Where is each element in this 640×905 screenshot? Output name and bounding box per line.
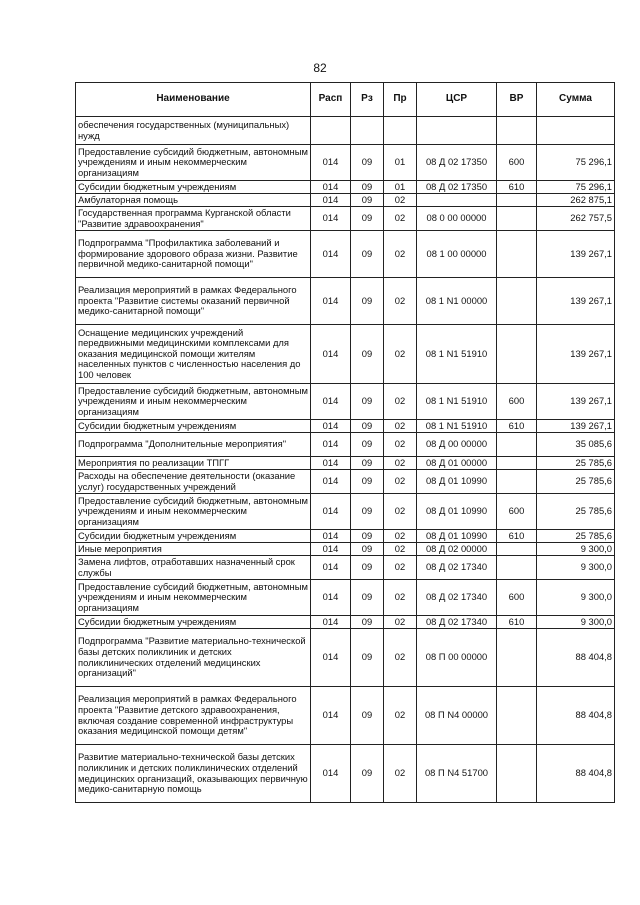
cell-rz: 09 bbox=[351, 745, 384, 803]
table-row bbox=[76, 616, 615, 629]
cell-name: Амбулаторная помощь bbox=[76, 194, 311, 207]
table-row bbox=[76, 433, 615, 457]
cell-rasp: 014 bbox=[311, 629, 351, 687]
cell-sum: 25 785,6 bbox=[537, 457, 615, 470]
cell-sum: 139 267,1 bbox=[537, 231, 615, 278]
cell-csr: 08 П N4 51700 bbox=[417, 745, 497, 803]
header-sum: Сумма bbox=[537, 83, 615, 117]
cell-rz: 09 bbox=[351, 325, 384, 384]
table-row bbox=[76, 543, 615, 556]
cell-rasp: 014 bbox=[311, 470, 351, 494]
table-row bbox=[76, 278, 615, 325]
cell-csr: 08 1 N1 00000 bbox=[417, 278, 497, 325]
cell-name: обеспечения государственных (муниципальных) нужд bbox=[76, 117, 311, 145]
table-row bbox=[76, 470, 615, 494]
cell-sum: 25 785,6 bbox=[537, 470, 615, 494]
cell-vr: 600 bbox=[497, 145, 537, 181]
cell-sum: 139 267,1 bbox=[537, 278, 615, 325]
cell-sum: 35 085,6 bbox=[537, 433, 615, 457]
cell-name: Реализация мероприятий в рамках Федерального проекта "Развитие системы оказаний первичной медико-санитарной помощи" bbox=[76, 278, 311, 325]
cell-name: Государственная программа Курганской области "Развитие здравоохранения" bbox=[76, 207, 311, 231]
cell-rz: 09 bbox=[351, 181, 384, 194]
page-number: 82 bbox=[313, 61, 327, 75]
cell-sum: 9 300,0 bbox=[537, 616, 615, 629]
cell-rasp bbox=[311, 117, 351, 145]
cell-rz: 09 bbox=[351, 145, 384, 181]
cell-vr bbox=[497, 117, 537, 145]
table-row bbox=[76, 745, 615, 803]
cell-vr bbox=[497, 470, 537, 494]
cell-rasp: 014 bbox=[311, 181, 351, 194]
cell-name: Субсидии бюджетным учреждениям bbox=[76, 420, 311, 433]
cell-vr bbox=[497, 543, 537, 556]
cell-pr: 02 bbox=[384, 194, 417, 207]
cell-pr bbox=[384, 117, 417, 145]
cell-sum: 88 404,8 bbox=[537, 629, 615, 687]
cell-rasp: 014 bbox=[311, 194, 351, 207]
header-csr: ЦСР bbox=[417, 83, 497, 117]
header-vr: ВР bbox=[497, 83, 537, 117]
cell-vr bbox=[497, 629, 537, 687]
cell-sum: 88 404,8 bbox=[537, 687, 615, 745]
cell-rz: 09 bbox=[351, 543, 384, 556]
cell-name: Предоставление субсидий бюджетным, автономным учреждениям и иным некоммерческим организациям bbox=[76, 494, 311, 530]
table-row bbox=[76, 117, 615, 145]
cell-csr: 08 1 00 00000 bbox=[417, 231, 497, 278]
cell-rasp: 014 bbox=[311, 325, 351, 384]
cell-pr: 02 bbox=[384, 207, 417, 231]
table-row bbox=[76, 231, 615, 278]
header-rz: Рз bbox=[351, 83, 384, 117]
cell-rasp: 014 bbox=[311, 145, 351, 181]
cell-rz: 09 bbox=[351, 530, 384, 543]
cell-rz: 09 bbox=[351, 207, 384, 231]
cell-name: Мероприятия по реализации ТПГГ bbox=[76, 457, 311, 470]
cell-csr: 08 Д 01 10990 bbox=[417, 470, 497, 494]
table-row bbox=[76, 145, 615, 181]
cell-vr bbox=[497, 194, 537, 207]
table-row bbox=[76, 687, 615, 745]
cell-sum: 25 785,6 bbox=[537, 494, 615, 530]
cell-pr: 02 bbox=[384, 629, 417, 687]
table-row bbox=[76, 384, 615, 420]
cell-vr: 600 bbox=[497, 384, 537, 420]
cell-pr: 02 bbox=[384, 433, 417, 457]
cell-csr: 08 Д 02 17340 bbox=[417, 556, 497, 580]
cell-csr: 08 Д 02 17350 bbox=[417, 145, 497, 181]
cell-sum: 88 404,8 bbox=[537, 745, 615, 803]
header-rasp: Расп bbox=[311, 83, 351, 117]
cell-pr: 02 bbox=[384, 384, 417, 420]
cell-vr bbox=[497, 556, 537, 580]
cell-pr: 02 bbox=[384, 420, 417, 433]
table-row bbox=[76, 207, 615, 231]
cell-vr: 610 bbox=[497, 616, 537, 629]
cell-csr: 08 Д 01 10990 bbox=[417, 494, 497, 530]
cell-name: Предоставление субсидий бюджетным, автономным учреждениям и иным некоммерческим организациям bbox=[76, 145, 311, 181]
cell-vr: 600 bbox=[497, 494, 537, 530]
cell-name: Субсидии бюджетным учреждениям bbox=[76, 181, 311, 194]
cell-csr bbox=[417, 194, 497, 207]
cell-rasp: 014 bbox=[311, 556, 351, 580]
cell-sum: 262 757,5 bbox=[537, 207, 615, 231]
cell-pr: 02 bbox=[384, 745, 417, 803]
cell-pr: 02 bbox=[384, 687, 417, 745]
cell-csr: 08 Д 02 17350 bbox=[417, 181, 497, 194]
cell-pr: 02 bbox=[384, 457, 417, 470]
table-body bbox=[76, 117, 615, 803]
table-row bbox=[76, 580, 615, 616]
cell-rasp: 014 bbox=[311, 457, 351, 470]
table-row bbox=[76, 181, 615, 194]
cell-pr: 02 bbox=[384, 580, 417, 616]
cell-name: Предоставление субсидий бюджетным, автономным учреждениям и иным некоммерческим организациям bbox=[76, 580, 311, 616]
cell-csr: 08 1 N1 51910 bbox=[417, 384, 497, 420]
cell-rz: 09 bbox=[351, 687, 384, 745]
cell-name: Субсидии бюджетным учреждениям bbox=[76, 616, 311, 629]
cell-rasp: 014 bbox=[311, 278, 351, 325]
cell-pr: 02 bbox=[384, 278, 417, 325]
header-pr: Пр bbox=[384, 83, 417, 117]
cell-rasp: 014 bbox=[311, 745, 351, 803]
cell-csr bbox=[417, 117, 497, 145]
cell-sum: 262 875,1 bbox=[537, 194, 615, 207]
cell-rz: 09 bbox=[351, 580, 384, 616]
cell-pr: 01 bbox=[384, 145, 417, 181]
header-name: Наименование bbox=[76, 83, 311, 117]
cell-rasp: 014 bbox=[311, 231, 351, 278]
cell-pr: 02 bbox=[384, 494, 417, 530]
cell-rasp: 014 bbox=[311, 687, 351, 745]
cell-csr: 08 П N4 00000 bbox=[417, 687, 497, 745]
cell-vr: 610 bbox=[497, 530, 537, 543]
table-row bbox=[76, 530, 615, 543]
cell-csr: 08 Д 00 00000 bbox=[417, 433, 497, 457]
cell-rasp: 014 bbox=[311, 420, 351, 433]
cell-csr: 08 0 00 00000 bbox=[417, 207, 497, 231]
cell-sum: 75 296,1 bbox=[537, 181, 615, 194]
cell-vr: 610 bbox=[497, 420, 537, 433]
cell-csr: 08 Д 02 00000 bbox=[417, 543, 497, 556]
cell-vr bbox=[497, 457, 537, 470]
cell-rz: 09 bbox=[351, 556, 384, 580]
table-row bbox=[76, 629, 615, 687]
cell-rz: 09 bbox=[351, 470, 384, 494]
cell-vr: 610 bbox=[497, 181, 537, 194]
cell-csr: 08 Д 01 10990 bbox=[417, 530, 497, 543]
cell-sum: 9 300,0 bbox=[537, 543, 615, 556]
cell-pr: 02 bbox=[384, 543, 417, 556]
table-row bbox=[76, 420, 615, 433]
cell-sum: 139 267,1 bbox=[537, 384, 615, 420]
cell-rasp: 014 bbox=[311, 433, 351, 457]
cell-vr bbox=[497, 231, 537, 278]
cell-name: Замена лифтов, отработавших назначенный срок службы bbox=[76, 556, 311, 580]
cell-csr: 08 Д 02 17340 bbox=[417, 580, 497, 616]
cell-name: Субсидии бюджетным учреждениям bbox=[76, 530, 311, 543]
cell-rz: 09 bbox=[351, 231, 384, 278]
cell-rz bbox=[351, 117, 384, 145]
cell-rasp: 014 bbox=[311, 494, 351, 530]
cell-rz: 09 bbox=[351, 384, 384, 420]
cell-rz: 09 bbox=[351, 433, 384, 457]
cell-name: Предоставление субсидий бюджетным, автономным учреждениям и иным некоммерческим организациям bbox=[76, 384, 311, 420]
cell-sum: 9 300,0 bbox=[537, 580, 615, 616]
cell-rz: 09 bbox=[351, 616, 384, 629]
cell-csr: 08 1 N1 51910 bbox=[417, 325, 497, 384]
cell-pr: 02 bbox=[384, 231, 417, 278]
cell-rz: 09 bbox=[351, 494, 384, 530]
cell-rz: 09 bbox=[351, 194, 384, 207]
cell-rasp: 014 bbox=[311, 616, 351, 629]
cell-rasp: 014 bbox=[311, 530, 351, 543]
cell-pr: 02 bbox=[384, 616, 417, 629]
table-row bbox=[76, 556, 615, 580]
cell-sum: 9 300,0 bbox=[537, 556, 615, 580]
cell-name: Оснащение медицинских учреждений передвижными медицинскими комплексами для оказания медицинской помощи жителям населенных пунктов с численностью населения до 100 человек bbox=[76, 325, 311, 384]
cell-rz: 09 bbox=[351, 420, 384, 433]
table-header-row bbox=[76, 83, 615, 117]
cell-sum: 139 267,1 bbox=[537, 420, 615, 433]
cell-name: Реализация мероприятий в рамках Федерального проекта "Развитие детского здравоохранения, включая создание современной инфраструктуры оказания медицинской помощи детям" bbox=[76, 687, 311, 745]
cell-csr: 08 Д 02 17340 bbox=[417, 616, 497, 629]
cell-vr bbox=[497, 433, 537, 457]
cell-rasp: 014 bbox=[311, 384, 351, 420]
cell-pr: 02 bbox=[384, 530, 417, 543]
cell-sum: 75 296,1 bbox=[537, 145, 615, 181]
cell-vr bbox=[497, 278, 537, 325]
table-row bbox=[76, 457, 615, 470]
cell-csr: 08 П 00 00000 bbox=[417, 629, 497, 687]
table-row bbox=[76, 194, 615, 207]
cell-name: Подпрограмма "Развитие материально-технической базы детских поликлиник и детских поликлинических отделений медицинских организаций" bbox=[76, 629, 311, 687]
cell-sum: 139 267,1 bbox=[537, 325, 615, 384]
cell-rz: 09 bbox=[351, 278, 384, 325]
budget-table bbox=[75, 82, 615, 803]
table-row bbox=[76, 325, 615, 384]
cell-pr: 02 bbox=[384, 556, 417, 580]
cell-pr: 02 bbox=[384, 470, 417, 494]
cell-rasp: 014 bbox=[311, 543, 351, 556]
cell-rz: 09 bbox=[351, 629, 384, 687]
cell-vr bbox=[497, 745, 537, 803]
cell-pr: 01 bbox=[384, 181, 417, 194]
cell-vr bbox=[497, 687, 537, 745]
cell-vr bbox=[497, 325, 537, 384]
cell-rasp: 014 bbox=[311, 580, 351, 616]
cell-rz: 09 bbox=[351, 457, 384, 470]
cell-pr: 02 bbox=[384, 325, 417, 384]
cell-rasp: 014 bbox=[311, 207, 351, 231]
cell-name: Подпрограмма "Дополнительные мероприятия" bbox=[76, 433, 311, 457]
cell-vr bbox=[497, 207, 537, 231]
cell-name: Иные мероприятия bbox=[76, 543, 311, 556]
cell-csr: 08 1 N1 51910 bbox=[417, 420, 497, 433]
cell-vr: 600 bbox=[497, 580, 537, 616]
cell-name: Развитие материально-технической базы детских поликлиник и детских поликлинических отделений медицинских организаций, оказывающих первичную медико-санитарную помощь bbox=[76, 745, 311, 803]
table-row bbox=[76, 494, 615, 530]
cell-csr: 08 Д 01 00000 bbox=[417, 457, 497, 470]
cell-sum: 25 785,6 bbox=[537, 530, 615, 543]
cell-sum bbox=[537, 117, 615, 145]
cell-name: Подпрограмма "Профилактика заболеваний и формирование здорового образа жизни. Развитие первичной медико-санитарной помощи" bbox=[76, 231, 311, 278]
cell-name: Расходы на обеспечение деятельности (оказание услуг) государственных учреждений bbox=[76, 470, 311, 494]
